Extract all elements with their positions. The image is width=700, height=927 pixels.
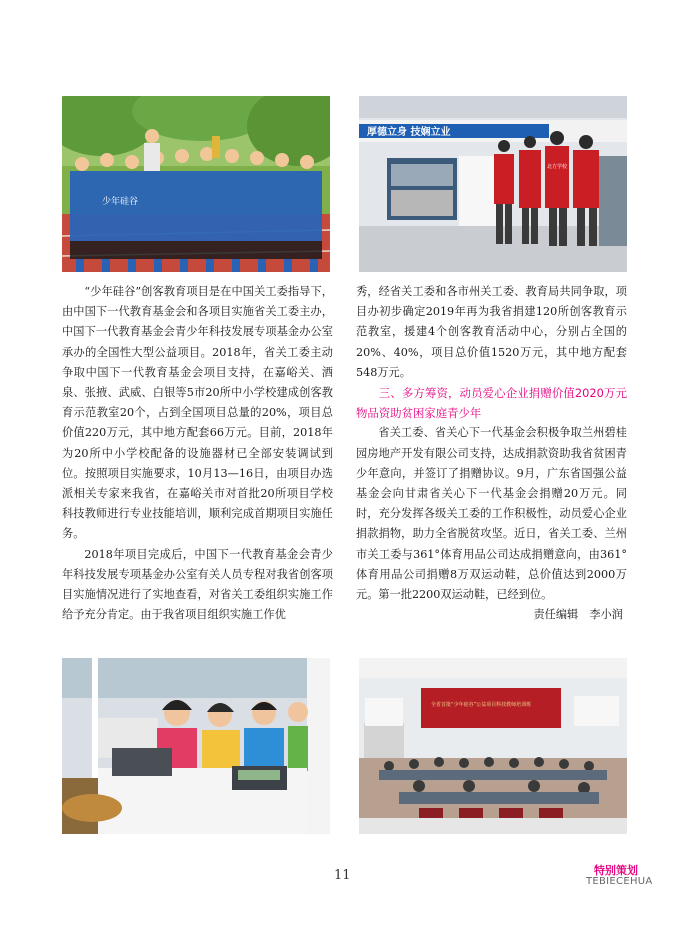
page-number: 11 <box>334 868 351 883</box>
paragraph-continued: 秀，经省关工委和各市州关工委、教育局共同争取，项目办初步确定2019年再为我省捐建120所创客教育示范教室，援建4个创客教育活动中心，分别占全国的20%、40%，项目总价值1520万元，其中地方配套548万元。 <box>356 285 627 379</box>
classroom-uniform-tag: 北方学校 <box>547 164 568 170</box>
photo-training-meeting <box>359 658 627 834</box>
section-title-cn: 特别策划 <box>594 864 638 877</box>
left-text-column <box>62 282 333 625</box>
section-title-en: TEBIECEHUA <box>586 876 653 887</box>
photo-children-counter <box>62 658 330 834</box>
photo-football-team <box>62 96 330 272</box>
section-heading-three: 三、多方筹资，动员爱心企业捐赠价值2020万元物品资助贫困家庭青少年 <box>356 386 627 421</box>
paragraph-donations: 省关工委、省关心下一代基金会积极争取兰州碧桂园房地产开发有限公司支持，达成捐款资助我省贫困青少年意向，并签订了捐赠协议。9月，广东省国强公益基金会向甘肃省关心下一代基金会捐赠20万元。同时，充分发挥各级关工委的工作积极性，动员爱心企业捐款捐物，助力全省脱贫攻坚。近日，省关工委、兰州市关工委与361°体育用品公司达成捐赠意向，由361°体育用品公司捐赠8万双运动鞋，总价值达到2000万元。第一批2200双运动鞋，已经到位。 <box>356 426 627 602</box>
responsible-editor: 责任编辑 李小润 <box>533 608 623 622</box>
meeting-banner-text: 全省首批“少年硅谷”公益项目科技教师培训班 <box>431 702 532 708</box>
paragraph-project-review: 2018年项目完成后，中国下一代教育基金会青少年科技发展专项基金办公室有关人员专程对我省创客项目实施情况进行了实地查看，对省关工委组织实施工作给予充分肯定。由于我省项目组织实施工作优 <box>62 547 333 622</box>
football-banner-text: 少年硅谷 <box>102 197 139 207</box>
classroom-banner-text: 厚德立身 技娴立业 <box>367 127 451 138</box>
right-text-column <box>356 282 627 625</box>
paragraph-project-intro: “少年硅谷”创客教育项目是在中国关工委指导下，由中国下一代教育基金会和各项目实施省关工委主办，中国下一代教育基金会青少年科技发展专项基金办公室承办的全国性大型公益项目。2018年，省关工委主动争取中国下一代教育基金会项目支持，在嘉峪关、酒泉、张掖、武威、白银等5市20所中小学校建成创客教育示范教室20个，占到全国项目总量的20%，项目总价值220万元，其中地方配套66万元。目前，2018年为20所中小学校配备的设施器材已全部安装调试到位。按照项目实施要求，10月13—16日，由项目办选派相关专家来我省，在嘉峪关市对首批20所项目学校科技教师进行专业技能培训，顺利完成首期项目实施任务。 <box>62 285 333 541</box>
photo-workshop <box>359 96 627 272</box>
